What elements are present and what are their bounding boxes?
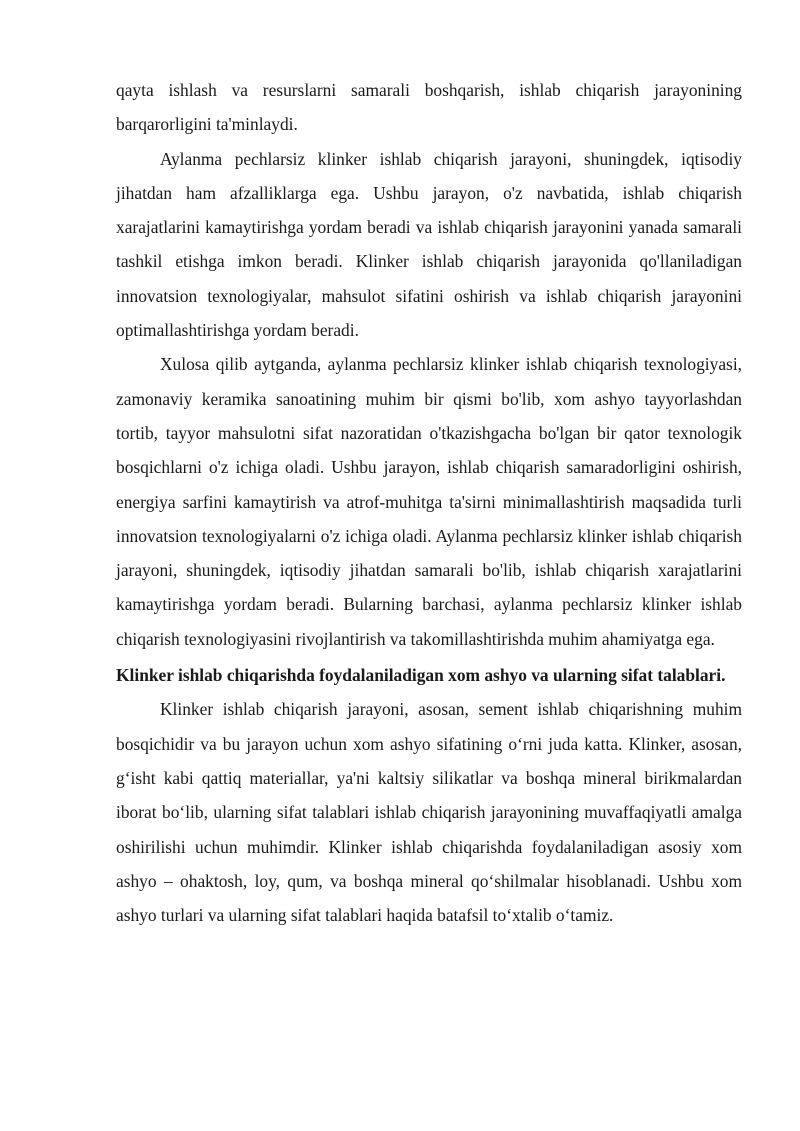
paragraph-continuation: qayta ishlash va resurslarni samarali boshqarish, ishlab chiqarish jarayonining barqarorligini ta'minlaydi. — [116, 80, 742, 135]
paragraph-conclusion: Xulosa qilib aytganda, aylanma pechlarsiz klinker ishlab chiqarish texnologiyasi, zamonaviy keramika sanoatining muhim bir qismi bo'lib, xom ashyo tayyorlashdan tortib, tayyor mahsulotni sifat nazoratidan o'tkazishgacha bo'lgan bir qator texnologik bosqichlarni o'z ichiga oladi. Ushbu jarayon, ishlab chiqarish samaradorligini oshirish, energiya sarfini kamaytirish va atrof-muhitga ta'sirni minimallashtirish maqsadida turli innovatsion texnologiyalarni o'z ichiga oladi. Aylanma pechlarsiz klinker ishlab chiqarish jarayoni, shuningdek, iqtisodiy jihatdan samarali bo'lib, ishlab chiqarish xarajatlarini kamaytirishga yordam beradi. Bularning barchasi, aylanma pechlarsiz klinker ishlab chiqarish texnologiyasini rivojlantirish va takomillashtirishda muhim ahamiyatga ega. — [116, 354, 742, 649]
section-heading: Klinker ishlab chiqarishda foydalaniladigan xom ashyo va ularning sifat talablari. — [116, 665, 726, 686]
paragraph-raw-materials: Klinker ishlab chiqarish jarayoni, asosan, sement ishlab chiqarishning muhim bosqichidir va bu jarayon uchun xom ashyo sifatining o‘rni juda katta. Klinker, asosan, g‘isht kabi qattiq materiallar, ya'ni kaltsiy silikatlar va boshqa mineral birikmalardan iborat bo‘lib, ularning sifat talablari ishlab chiqarish jarayonining muvaffaqiyatli amalga oshirilishi uchun muhimdir. Klinker ishlab chiqarishda foydalaniladigan asosiy xom ashyo – ohaktosh, loy, qum, va boshqa mineral qo‘shilmalar hisoblanadi. Ushbu xom ashyo turlari va ularning sifat talablari haqida batafsil to‘xtalib o‘tamiz. — [116, 699, 742, 926]
paragraph-economic-advantages: Aylanma pechlarsiz klinker ishlab chiqarish jarayoni, shuningdek, iqtisodiy jihatdan ham afzalliklarga ega. Ushbu jarayon, o'z navbatida, ishlab chiqarish xarajatlarini kamaytirishga yordam beradi va ishlab chiqarish jarayonini yanada samarali tashkil etishga imkon beradi. Klinker ishlab chiqarish jarayonida qo'llaniladigan innovatsion texnologiyalar, mahsulot sifatini oshirish va ishlab chiqarish jarayonini optimallashtirishga yordam beradi. — [116, 148, 742, 341]
document-page — [116, 73, 742, 932]
